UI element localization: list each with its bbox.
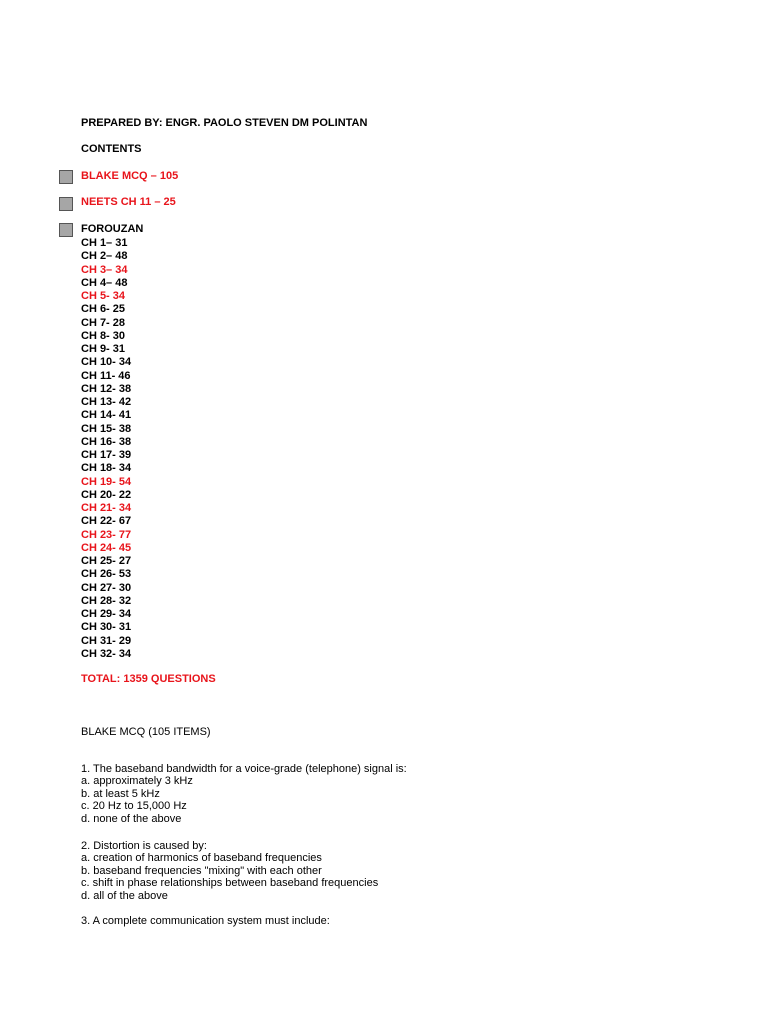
chapter-item: CH 31- 29 [81, 634, 132, 647]
contents-heading: CONTENTS [81, 143, 142, 155]
chapter-list [81, 237, 131, 661]
answer-option: c. 20 Hz to 15,000 Hz [81, 800, 187, 813]
chapter-item: CH 28- 32 [81, 594, 132, 607]
chapter-item: CH 18- 34 [81, 462, 132, 475]
answer-option: a. creation of harmonics of baseband frequencies [81, 852, 322, 865]
chapter-item: CH 22- 67 [81, 515, 132, 528]
forouzan-bookmark-icon[interactable] [59, 223, 73, 237]
chapter-item: CH 8- 30 [81, 329, 126, 342]
chapter-item: CH 20- 22 [81, 488, 132, 501]
chapter-item: CH 9- 31 [81, 343, 126, 355]
toc-link-neets[interactable]: NEETS CH 11 – 25 [81, 196, 176, 208]
chapter-item: CH 23- 77 [81, 528, 132, 541]
chapter-item: CH 16- 38 [81, 435, 132, 448]
chapter-item: CH 14- 41 [81, 409, 132, 422]
question-text: 1. The baseband bandwidth for a voice-grade (telephone) signal is: [81, 763, 407, 775]
toc-forouzan[interactable]: FOROUZAN [81, 223, 144, 235]
blake-section-heading: BLAKE MCQ (105 ITEMS) [81, 726, 211, 738]
chapter-item: CH 7- 28 [81, 316, 126, 329]
prepared-by-line: PREPARED BY: ENGR. PAOLO STEVEN DM POLINTAN [81, 117, 368, 129]
question-text: 2. Distortion is caused by: [81, 840, 207, 852]
question-3 [81, 915, 330, 927]
chapter-item: CH 12- 38 [81, 382, 132, 395]
chapter-item: CH 30- 31 [81, 621, 132, 634]
answer-option: b. at least 5 kHz [81, 787, 160, 800]
chapter-item: CH 1– 31 [81, 237, 128, 249]
answer-option: c. shift in phase relationships between baseband frequencies [81, 877, 379, 890]
chapter-item: CH 27- 30 [81, 581, 132, 594]
neets-bookmark-icon[interactable] [59, 197, 73, 211]
chapter-item: CH 5- 34 [81, 290, 126, 302]
chapter-item: CH 32- 34 [81, 647, 132, 660]
answer-option: a. approximately 3 kHz [81, 775, 193, 788]
chapter-item: CH 13- 42 [81, 396, 132, 408]
chapter-item: CH 25- 27 [81, 555, 132, 567]
answer-option: b. baseband frequencies "mixing" with each other [81, 864, 322, 877]
chapter-item: CH 15- 38 [81, 422, 132, 435]
blake-bookmark-icon[interactable] [59, 170, 73, 184]
chapter-item: CH 11- 46 [81, 369, 131, 382]
question-2 [81, 840, 378, 902]
chapter-item: CH 29- 34 [81, 608, 132, 620]
total-line: TOTAL: 1359 QUESTIONS [81, 673, 216, 685]
chapter-item: CH 4– 48 [81, 276, 128, 289]
chapter-item: CH 17- 39 [81, 449, 132, 461]
chapter-item: CH 6- 25 [81, 303, 126, 316]
answer-option: d. none of the above [81, 812, 182, 825]
question-1 [81, 763, 407, 825]
answer-option: d. all of the above [81, 889, 168, 902]
toc-link-blake[interactable]: BLAKE MCQ – 105 [81, 170, 179, 182]
chapter-item: CH 21- 34 [81, 502, 132, 514]
chapter-item: CH 19- 54 [81, 475, 132, 488]
chapter-item: CH 2– 48 [81, 250, 128, 263]
chapter-item: CH 26- 53 [81, 568, 132, 581]
chapter-item: CH 10- 34 [81, 356, 132, 369]
chapter-item: CH 24- 45 [81, 541, 132, 554]
question-text: 3. A complete communication system must include: [81, 915, 330, 927]
chapter-item: CH 3– 34 [81, 263, 128, 276]
